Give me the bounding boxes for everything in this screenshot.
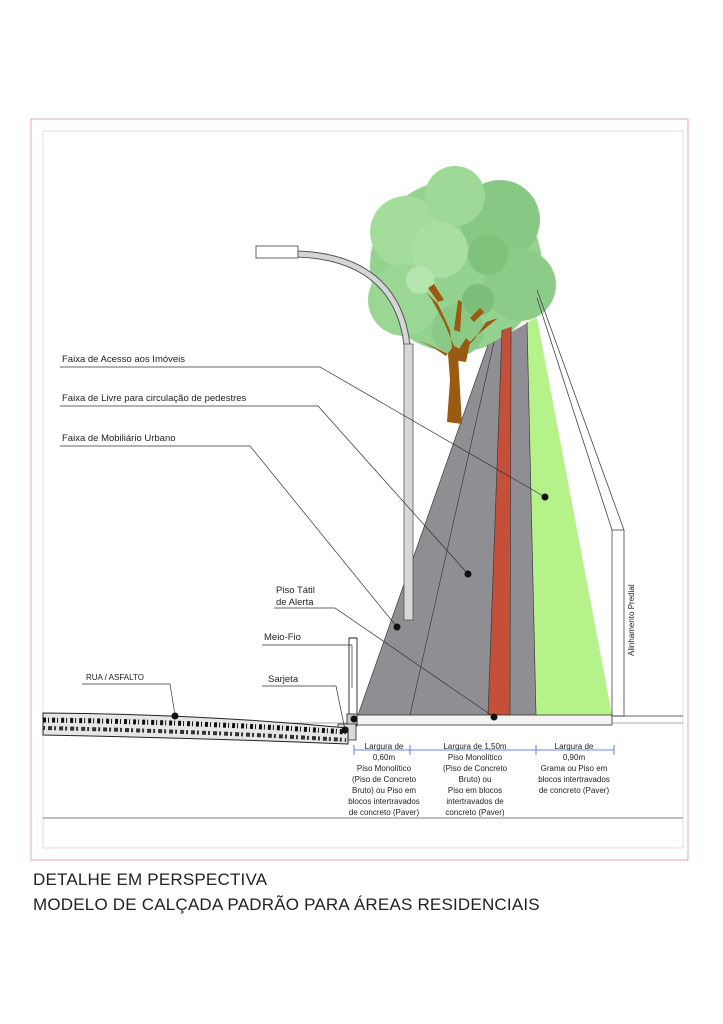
svg-text:blocos intertravados: blocos intertravados <box>348 797 420 806</box>
svg-text:Largura de: Largura de <box>364 742 404 751</box>
svg-text:de concreto (Paver): de concreto (Paver) <box>348 808 420 817</box>
road-asphalt <box>43 713 348 744</box>
label-meio-fio: Meio-Fio <box>264 632 301 643</box>
dimension-caption-col1 <box>348 742 420 817</box>
svg-text:Largura de 1,50m: Largura de 1,50m <box>443 742 507 751</box>
grass-strip <box>527 318 612 715</box>
svg-text:de concreto (Paver): de concreto (Paver) <box>538 786 610 795</box>
svg-text:Piso Monolítico: Piso Monolítico <box>356 764 412 773</box>
title-line-2: MODELO DE CALÇADA PADRÃO PARA ÁREAS RESIDENCIAIS <box>33 895 540 914</box>
svg-text:(Piso de Concreto: (Piso de Concreto <box>351 775 417 784</box>
svg-text:0,60m: 0,60m <box>372 753 396 762</box>
svg-text:Largura de: Largura de <box>554 742 594 751</box>
svg-text:intertravados de: intertravados de <box>446 797 504 806</box>
svg-text:(Piso de Concreto: (Piso de Concreto <box>442 764 508 773</box>
label-faixa-acesso: Faixa de Acesso aos Imóveis <box>62 354 186 365</box>
label-sarjeta: Sarjeta <box>268 674 299 685</box>
svg-text:Piso em blocos: Piso em blocos <box>447 786 503 795</box>
sidewalk-strips <box>358 318 612 715</box>
svg-text:Piso Monolítico: Piso Monolítico <box>447 753 503 762</box>
label-faixa-mobiliario: Faixa de Mobiliário Urbano <box>62 433 176 444</box>
svg-text:Bruto) ou: Bruto) ou <box>458 775 492 784</box>
svg-text:concreto (Paver): concreto (Paver) <box>445 808 505 817</box>
svg-text:blocos intertravados: blocos intertravados <box>538 775 610 784</box>
svg-text:Grama ou Piso em: Grama ou Piso em <box>540 764 608 773</box>
label-alinhamento-predial: Alinhamento Predial <box>627 584 636 656</box>
svg-text:Bruto) ou Piso em: Bruto) ou Piso em <box>351 786 417 795</box>
dimension-caption-col2 <box>443 742 508 817</box>
label-piso-tatil-line2: de Alerta <box>276 597 314 608</box>
svg-text:0,90m: 0,90m <box>562 753 586 762</box>
label-piso-tatil-line1: Piso Tátil <box>276 585 315 596</box>
label-rua-asfalto: RUA / ASFALTO <box>86 673 144 682</box>
title-line-1: DETALHE EM PERSPECTIVA <box>33 870 268 889</box>
label-faixa-livre: Faixa de Livre para circulação de pedestres <box>62 393 247 404</box>
